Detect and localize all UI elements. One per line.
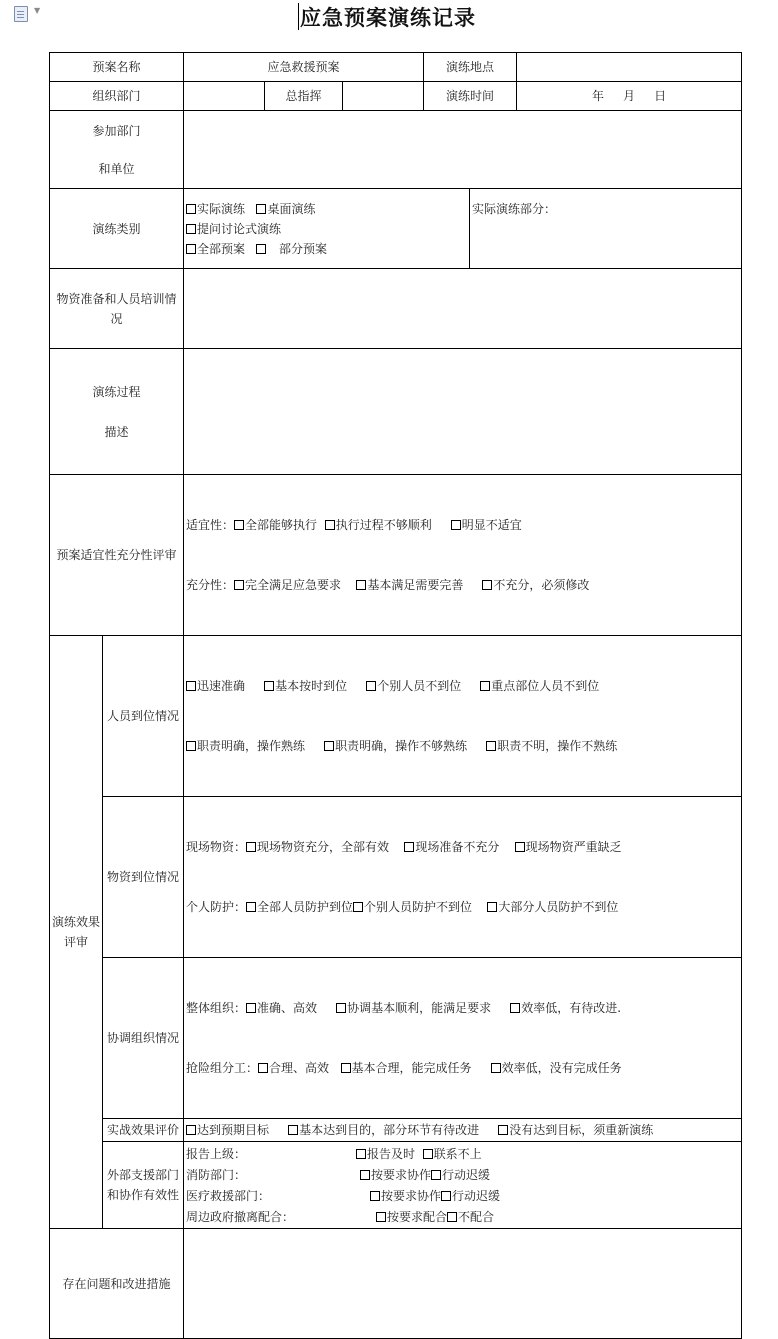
option-label: 不配合 <box>458 1210 495 1224</box>
option-label: 现场物资充分，全部有效 <box>257 840 390 854</box>
team-prefix: 抢险组分工： <box>186 1061 259 1075</box>
participants-label <box>50 111 184 189</box>
checkbox[interactable] <box>480 681 490 691</box>
effect-label: 实战效果评价 <box>103 1119 184 1142</box>
option-label: 达到预期目标 <box>197 1123 270 1137</box>
type-actual: 实际演练 <box>197 202 246 216</box>
support-label <box>103 1142 184 1229</box>
checkbox[interactable] <box>246 902 256 912</box>
option-label: 按要求协作 <box>381 1189 442 1203</box>
option-label: 职责明确，操作熟练 <box>197 739 306 753</box>
checkbox[interactable] <box>423 1149 433 1159</box>
issues-label: 存在问题和改进措施 <box>50 1229 184 1339</box>
material-prefix: 现场物资： <box>186 840 247 854</box>
checkbox[interactable] <box>370 1191 380 1201</box>
checkbox[interactable] <box>451 520 461 530</box>
option-label: 合理、高效 <box>269 1061 330 1075</box>
option-label: 基本达到目的，部分环节有待改进 <box>299 1123 480 1137</box>
location-value[interactable] <box>517 53 742 82</box>
checkbox[interactable] <box>356 1149 366 1159</box>
dept-value[interactable] <box>184 82 265 111</box>
checkbox[interactable] <box>441 1191 451 1201</box>
actual-part-cell[interactable] <box>470 189 742 269</box>
government-prefix: 周边政府撤离配合： <box>186 1210 295 1224</box>
option-label: 基本合理，能完成任务 <box>351 1061 472 1075</box>
adequacy-prefix: 充分性： <box>186 578 235 592</box>
checkbox[interactable] <box>482 580 492 590</box>
checkbox[interactable] <box>256 244 266 254</box>
time-value[interactable]: 年 月 日 <box>517 82 742 111</box>
suitability-prefix: 适宜性： <box>186 518 235 532</box>
type-full-plan: 全部预案 <box>197 242 246 256</box>
actual-part-label: 实际演练部分： <box>472 202 557 216</box>
checkbox[interactable] <box>186 681 196 691</box>
support-options <box>184 1142 742 1229</box>
checkbox[interactable] <box>491 1063 501 1073</box>
checkbox[interactable] <box>366 681 376 691</box>
checkbox[interactable] <box>404 842 414 852</box>
checkbox[interactable] <box>431 1170 441 1180</box>
checkbox[interactable] <box>324 741 334 751</box>
checkbox[interactable] <box>325 520 335 530</box>
option-label: 个别人员防护不到位 <box>364 900 473 914</box>
type-options <box>184 189 470 269</box>
checkbox[interactable] <box>186 1125 196 1135</box>
checkbox[interactable] <box>515 842 525 852</box>
option-label: 现场物资严重缺乏 <box>525 840 622 854</box>
support-label-line2: 和协作有效性 <box>107 1188 180 1202</box>
option-label: 联系不上 <box>433 1147 482 1161</box>
checkbox[interactable] <box>336 1003 346 1013</box>
checkbox[interactable] <box>486 741 496 751</box>
option-label: 基本满足需要完善 <box>367 578 464 592</box>
location-label: 演练地点 <box>424 53 517 82</box>
plan-name-value[interactable]: 应急救援预案 <box>184 53 424 82</box>
coord-label: 协调组织情况 <box>103 958 184 1119</box>
checkbox[interactable] <box>246 1003 256 1013</box>
option-label: 报告及时 <box>367 1147 416 1161</box>
eval-label-line2: 评审 <box>63 935 88 949</box>
option-label: 行动迟缓 <box>452 1189 501 1203</box>
option-label: 协调基本顺利，能满足要求 <box>347 1001 492 1015</box>
option-label: 效率低，有待改进. <box>521 1001 622 1015</box>
process-label-line1: 演练过程 <box>92 384 141 399</box>
issues-value[interactable] <box>184 1229 742 1339</box>
participants-label-line2: 和单位 <box>98 161 135 176</box>
materials-label: 物资准备和人员培训情况 <box>50 269 184 349</box>
plan-name-label: 预案名称 <box>50 53 184 82</box>
option-label: 大部分人员防护不到位 <box>498 900 619 914</box>
checkbox[interactable] <box>341 1063 351 1073</box>
option-label: 个别人员不到位 <box>377 679 462 693</box>
option-label: 执行过程不够顺利 <box>335 518 432 532</box>
support-label-line1: 外部支援部门 <box>107 1168 180 1182</box>
medical-prefix: 医疗救援部门： <box>186 1189 271 1203</box>
time-label: 演练时间 <box>424 82 517 111</box>
checkbox[interactable] <box>510 1003 520 1013</box>
checkbox[interactable] <box>353 902 363 912</box>
checkbox[interactable] <box>376 1212 386 1222</box>
checkbox[interactable] <box>246 842 256 852</box>
commander-label: 总指挥 <box>265 82 343 111</box>
option-label: 准确、高效 <box>257 1001 318 1015</box>
option-label: 按要求配合 <box>387 1210 448 1224</box>
checkbox[interactable] <box>360 1170 370 1180</box>
suitability-options <box>184 475 742 636</box>
drill-record-table <box>49 52 742 1339</box>
checkbox[interactable] <box>258 1063 268 1073</box>
option-label: 现场准备不充分 <box>415 840 500 854</box>
type-discussion: 提问讨论式演练 <box>197 222 282 236</box>
commander-value[interactable] <box>343 82 424 111</box>
participants-value[interactable] <box>184 111 742 189</box>
eval-label-line1: 演练效果 <box>52 915 101 929</box>
option-label: 明显不适宜 <box>461 518 522 532</box>
checkbox[interactable] <box>256 204 266 214</box>
checkbox[interactable] <box>288 1125 298 1135</box>
participants-label-line1: 参加部门 <box>92 123 141 138</box>
dept-label: 组织部门 <box>50 82 184 111</box>
option-label: 重点部位人员不到位 <box>491 679 600 693</box>
staff-label: 人员到位情况 <box>103 636 184 797</box>
option-label: 没有达到目标，须重新演练 <box>509 1123 654 1137</box>
process-label <box>50 349 184 475</box>
report-prefix: 报告上级： <box>186 1147 247 1161</box>
type-label: 演练类别 <box>50 189 184 269</box>
eval-label <box>50 636 103 1229</box>
document-icon[interactable] <box>14 6 28 22</box>
checkbox[interactable] <box>447 1212 457 1222</box>
process-value[interactable] <box>184 349 742 475</box>
checkbox[interactable] <box>234 580 244 590</box>
option-label: 效率低，没有完成任务 <box>501 1061 622 1075</box>
materials-value[interactable] <box>184 269 742 349</box>
type-desktop: 桌面演练 <box>267 202 316 216</box>
chevron-down-icon[interactable]: ▼ <box>34 6 41 15</box>
fire-prefix: 消防部门： <box>186 1168 247 1182</box>
coord-prefix: 整体组织： <box>186 1001 247 1015</box>
material-options <box>184 797 742 958</box>
material-label: 物资到位情况 <box>103 797 184 958</box>
type-partial-plan: 部分预案 <box>278 242 327 256</box>
checkbox[interactable] <box>264 681 274 691</box>
effect-options <box>184 1119 742 1142</box>
option-label: 按要求协作 <box>371 1168 432 1182</box>
page-title: 应急预案演练记录 <box>300 5 476 30</box>
text-cursor <box>298 3 299 30</box>
option-label: 职责不明，操作不熟练 <box>497 739 618 753</box>
option-label: 不充分，必须修改 <box>493 578 590 592</box>
checkbox[interactable] <box>487 902 497 912</box>
option-label: 完全满足应急要求 <box>245 578 342 592</box>
option-label: 职责明确，操作不够熟练 <box>335 739 468 753</box>
checkbox[interactable] <box>498 1125 508 1135</box>
checkbox[interactable] <box>186 741 196 751</box>
coord-options <box>184 958 742 1119</box>
checkbox[interactable] <box>356 580 366 590</box>
process-label-line2: 描述 <box>104 424 129 439</box>
option-label: 基本按时到位 <box>275 679 348 693</box>
protection-prefix: 个人防护： <box>186 900 247 914</box>
suitability-label: 预案适宜性充分性评审 <box>50 475 184 636</box>
option-label: 迅速准确 <box>197 679 246 693</box>
option-label: 全部人员防护到位 <box>257 900 354 914</box>
checkbox[interactable] <box>234 520 244 530</box>
checkbox[interactable] <box>186 224 196 234</box>
staff-options <box>184 636 742 797</box>
checkbox[interactable] <box>186 204 196 214</box>
option-label: 行动迟缓 <box>442 1168 491 1182</box>
checkbox[interactable] <box>186 244 196 254</box>
option-label: 全部能够执行 <box>245 518 318 532</box>
